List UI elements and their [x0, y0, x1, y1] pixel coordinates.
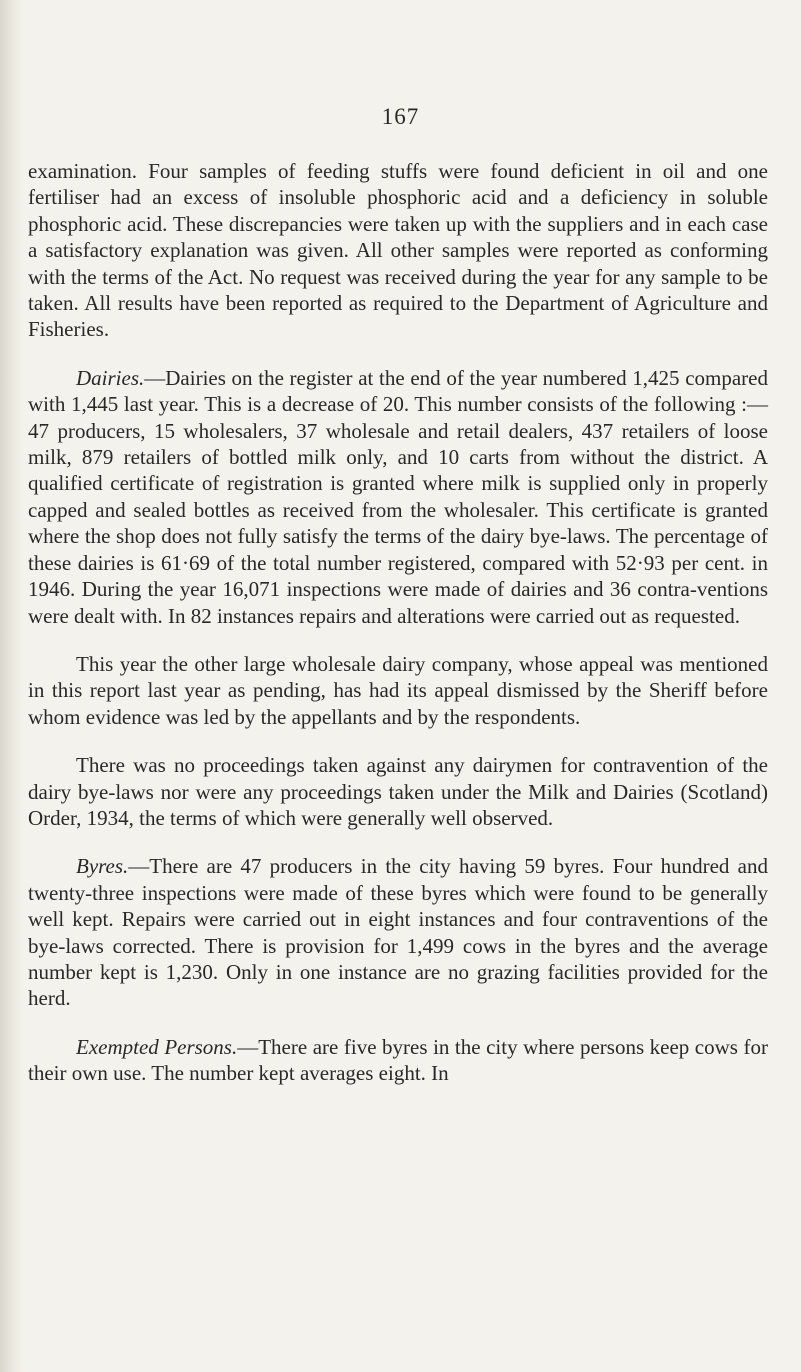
- paragraph-dairies: [28, 365, 768, 629]
- body-text: [28, 158, 768, 1109]
- paragraph-intro: [28, 158, 768, 343]
- paragraph-exempted: [28, 1034, 768, 1087]
- page-edge-shadow: [0, 0, 22, 1372]
- paragraph-text: —There are 47 producers in the city having 59 byres. Four hundred and twenty-three inspections were made of these byres which were found to be generally well kept. Repairs were carried out in eight instances and four contraventions of the bye-laws corrected. There is provision for 1,499 cows in the byres and the average number kept is 1,230. Only in one instance are no grazing facilities provided for the herd.: [28, 854, 768, 1011]
- paragraph-text: There was no proceedings taken against any dairymen for contravention of the dairy bye-laws nor were any proceedings taken under the Milk and Dairies (Scotland) Order, 1934, the terms of which were generally well observed.: [28, 753, 768, 830]
- paragraph-proceedings: [28, 752, 768, 831]
- section-heading-exempted: Exempted Persons.: [76, 1034, 238, 1059]
- paragraph-text: —Dairies on the register at the end of the year numbered 1,425 compared with 1,445 last year. This is a decrease of 20. This number consists of the following :—47 producers, 15 wholesalers, 37 wholesale and retail dealers, 437 retailers of loose milk, 879 retailers of bottled milk only, and 10 carts from without the district. A qualified certificate of registration is granted where milk is supplied only in properly capped and sealed bottles as received from the wholesaler. This certificate is granted where the shop does not fully satisfy the terms of the dairy bye-laws. The percentage of these dairies is 61·69 of the total number registered, compared with 52·93 per cent. in 1946. During the year 16,071 inspections were made of dairies and 36 contra-ventions were dealt with. In 82 instances repairs and alterations were carried out as requested.: [28, 365, 768, 628]
- paragraph-appeal: [28, 651, 768, 730]
- paragraph-text: This year the other large wholesale dairy company, whose appeal was mentioned in this report last year as pending, has had its appeal dismissed by the Sheriff before whom evidence was led by the appellants and by the respondents.: [28, 651, 768, 729]
- section-heading-dairies: Dairies.: [76, 365, 145, 390]
- section-heading-byres: Byres.: [76, 854, 129, 879]
- paragraph-text: —There are five byres in the city where persons keep cows for their own use. The number kept averages eight. In: [28, 1034, 768, 1086]
- paragraph-text: examination. Four samples of feeding stuffs were found deficient in oil and one fertiliser had an excess of insoluble phosphoric acid and a deficiency in soluble phosphoric acid. These discrepancies were taken up with the suppliers and in each case a satisfactory explanation was given. All other samples were reported as conforming with the terms of the Act. No request was received during the year for any sample to be taken. All results have been reported as required to the Department of Agriculture and Fisheries.: [28, 159, 768, 342]
- paragraph-byres: [28, 853, 768, 1011]
- page-number: 167: [381, 104, 420, 129]
